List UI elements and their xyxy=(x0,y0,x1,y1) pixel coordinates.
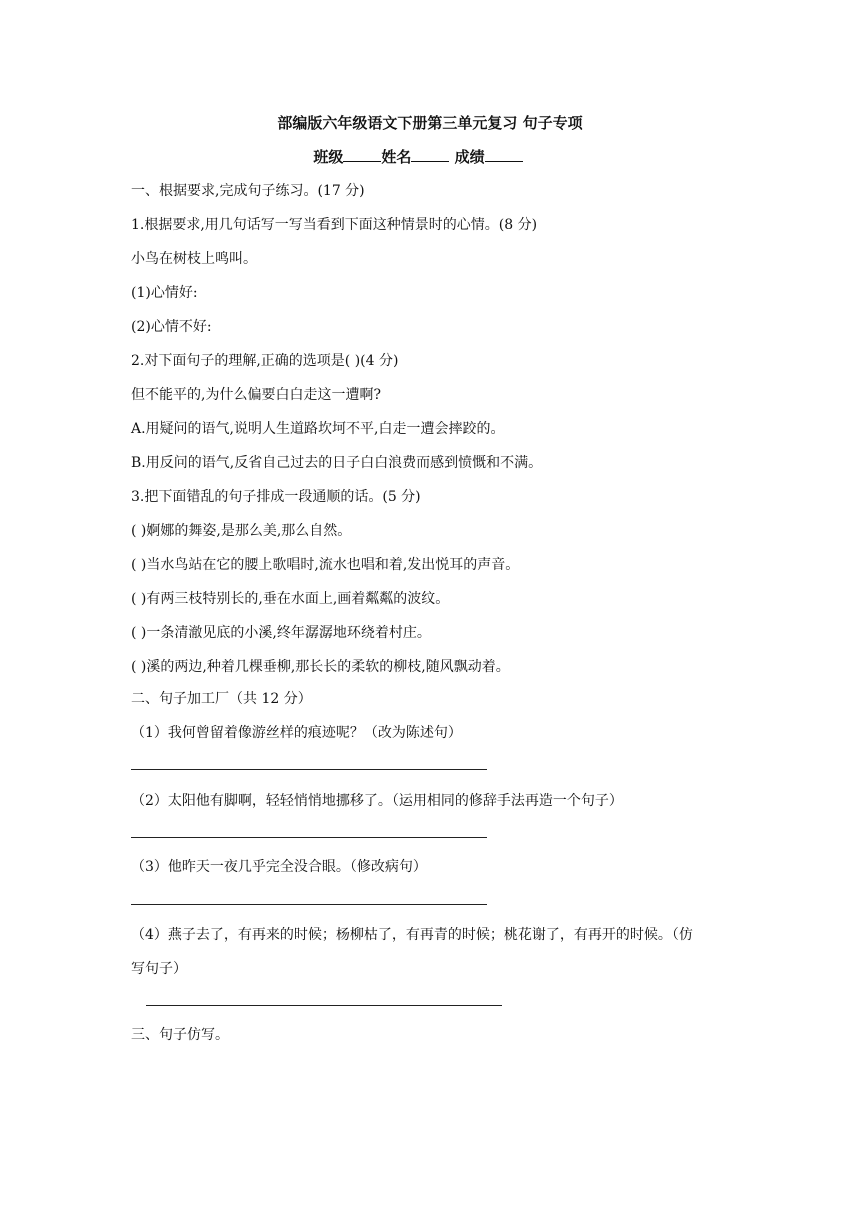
section1-heading: 一、根据要求,完成句子练习。(17 分) xyxy=(131,183,365,199)
q2-option-a: A.用疑问的语气,说明人生道路坎坷不平,白走一遭会摔跤的。 xyxy=(131,421,505,437)
student-info-line xyxy=(0,146,836,167)
q1-scene: 小鸟在树枝上鸣叫。 xyxy=(131,251,257,267)
q2-option-b: B.用反问的语气,反省自己过去的日子白白浪费而感到愤慨和不满。 xyxy=(131,455,543,471)
class-blank[interactable] xyxy=(343,147,381,162)
q1-prompt: 1.根据要求,用几句话写一写当看到下面这种情景时的心情。(8 分) xyxy=(131,217,538,233)
document-title: 部编版六年级语文下册第三单元复习 句子专项 xyxy=(277,114,583,132)
s2-q4-answer-line[interactable] xyxy=(146,1005,502,1006)
s2-q1: （1）我何曾留着像游丝样的痕迹呢？（改为陈述句） xyxy=(131,725,462,741)
name-label: 姓名 xyxy=(381,148,412,166)
s2-q3-answer-line[interactable] xyxy=(131,904,487,905)
s2-q2: （2）太阳他有脚啊，轻轻悄悄地挪移了。（运用相同的修辞手法再造一个句子） xyxy=(131,793,623,809)
q3-item: ( )一条清澈见底的小溪,终年潺潺地环绕着村庄。 xyxy=(131,625,431,641)
q1-item-bad-mood: (2)心情不好: xyxy=(131,319,212,335)
section2-heading: 二、句子加工厂（共 12 分） xyxy=(131,691,312,707)
class-label: 班级 xyxy=(313,148,344,166)
s2-q4-line1: （4）燕子去了，有再来的时候；杨柳枯了，有再青的时候；桃花谢了，有再开的时候。（仿 xyxy=(131,927,693,943)
q3-item: ( )婀娜的舞姿,是那么美,那么自然。 xyxy=(131,523,352,539)
score-label: 成绩 xyxy=(454,148,485,166)
s2-q1-answer-line[interactable] xyxy=(131,769,487,770)
section3-heading: 三、句子仿写。 xyxy=(131,1027,229,1043)
q3-prompt: 3.把下面错乱的句子排成一段通顺的话。(5 分) xyxy=(131,489,421,505)
s2-q4-line2: 写句子） xyxy=(131,961,187,977)
s2-q2-answer-line[interactable] xyxy=(131,837,487,838)
q3-item: ( )当水鸟站在它的腰上歌唱时,流水也唱和着,发出悦耳的声音。 xyxy=(131,557,520,573)
s2-q3: （3）他昨天一夜几乎完全没合眼。（修改病句） xyxy=(131,859,427,875)
q1-item-good-mood: (1)心情好: xyxy=(131,285,198,301)
name-blank[interactable] xyxy=(411,147,449,162)
score-blank[interactable] xyxy=(485,147,523,162)
q3-item: ( )溪的两边,种着几棵垂柳,那长长的柔软的柳枝,随风飘动着。 xyxy=(131,659,510,675)
q2-sentence: 但不能平的,为什么偏要白白走这一遭啊? xyxy=(131,387,381,403)
q3-item: ( )有两三枝特别长的,垂在水面上,画着粼粼的波纹。 xyxy=(131,591,450,607)
q2-prompt: 2.对下面句子的理解,正确的选项是( )(4 分) xyxy=(131,353,399,369)
